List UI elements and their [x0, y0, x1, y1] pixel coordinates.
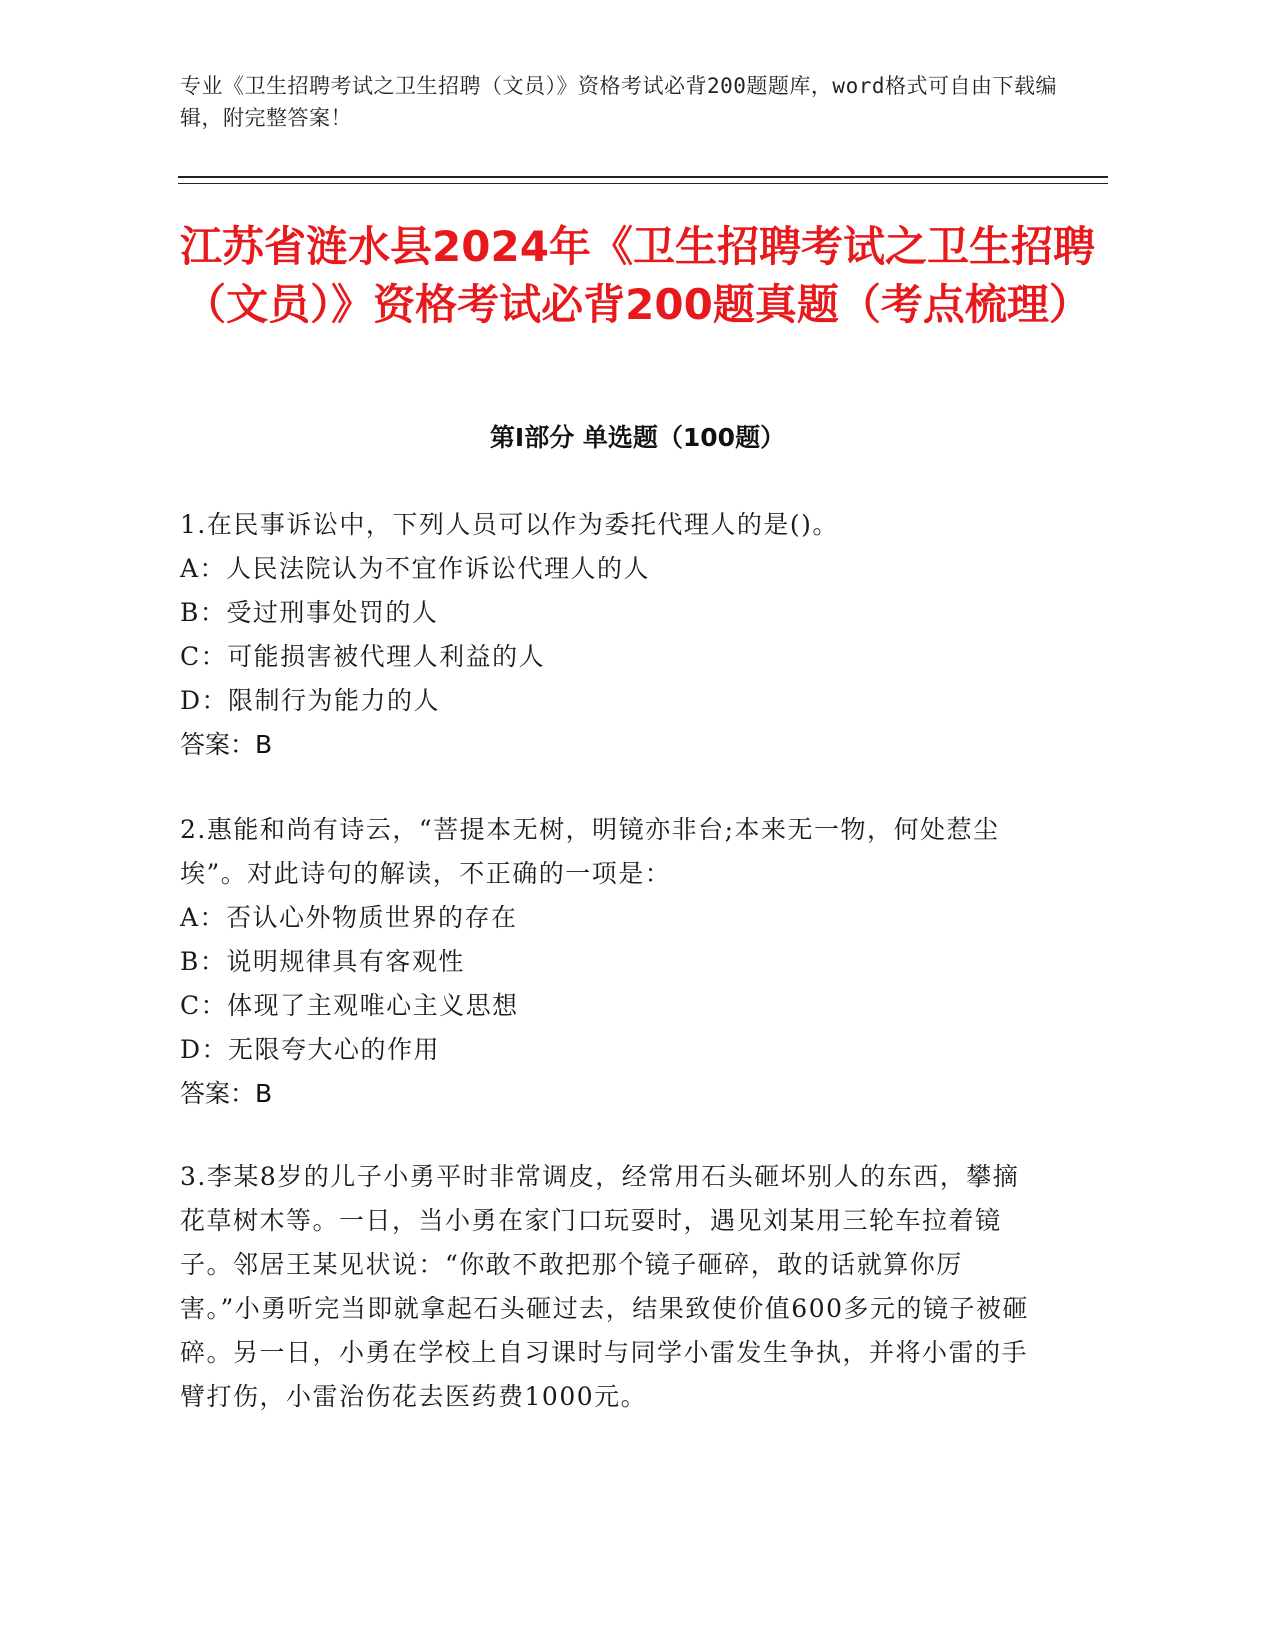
option-d: D：无限夸大心的作用	[180, 1035, 441, 1064]
question-2	[180, 808, 1040, 1116]
header-divider-thin	[178, 183, 1108, 184]
option-a: A：否认心外物质世界的存在	[180, 903, 518, 932]
question-text: 2.惠能和尚有诗云，“菩提本无树，明镜亦非台;本来无一物，何处惹尘埃”。对此诗句的解读，不正确的一项是：	[180, 815, 1000, 888]
answer: 答案：B	[180, 1079, 273, 1108]
option-d: D：限制行为能力的人	[180, 686, 441, 715]
question-text: 3.李某8岁的儿子小勇平时非常调皮，经常用石头砸坏别人的东西，攀摘花草树木等。一日，当小勇在家门口玩耍时，遇见刘某用三轮车拉着镜子。邻居王某见状说：“你敢不敢把那个镜子砸碎，敢的话就算你厉害。”小勇听完当即就拿起石头砸过去，结果致使价值600多元的镜子被砸碎。另一日，小勇在学校上自习课时与同学小雷发生争执，并将小雷的手臂打伤，小雷治伤花去医药费1000元。	[180, 1162, 1030, 1411]
answer: 答案：B	[180, 730, 273, 759]
option-c: C：可能损害被代理人利益的人	[180, 642, 546, 671]
question-text: 1.在民事诉讼中，下列人员可以作为委托代理人的是()。	[180, 510, 839, 539]
section-title: 第Ⅰ部分 单选题（100题）	[489, 423, 786, 452]
question-1	[180, 503, 1040, 767]
header-note: 专业《卫生招聘考试之卫生招聘（文员）》资格考试必背200题题库，word格式可自由下载编辑，附完整答案！	[180, 74, 1057, 130]
option-c: C：体现了主观唯心主义思想	[180, 991, 519, 1020]
option-b: B：受过刑事处罚的人	[180, 598, 439, 627]
document-title: 江苏省涟水县2024年《卫生招聘考试之卫生招聘（文员）》资格考试必背200题真题（考点梳理）	[180, 222, 1095, 329]
option-a: A：人民法院认为不宜作诉讼代理人的人	[180, 554, 651, 583]
option-b: B：说明规律具有客观性	[180, 947, 465, 976]
header-divider-thick	[178, 176, 1108, 178]
question-3	[180, 1155, 1040, 1419]
